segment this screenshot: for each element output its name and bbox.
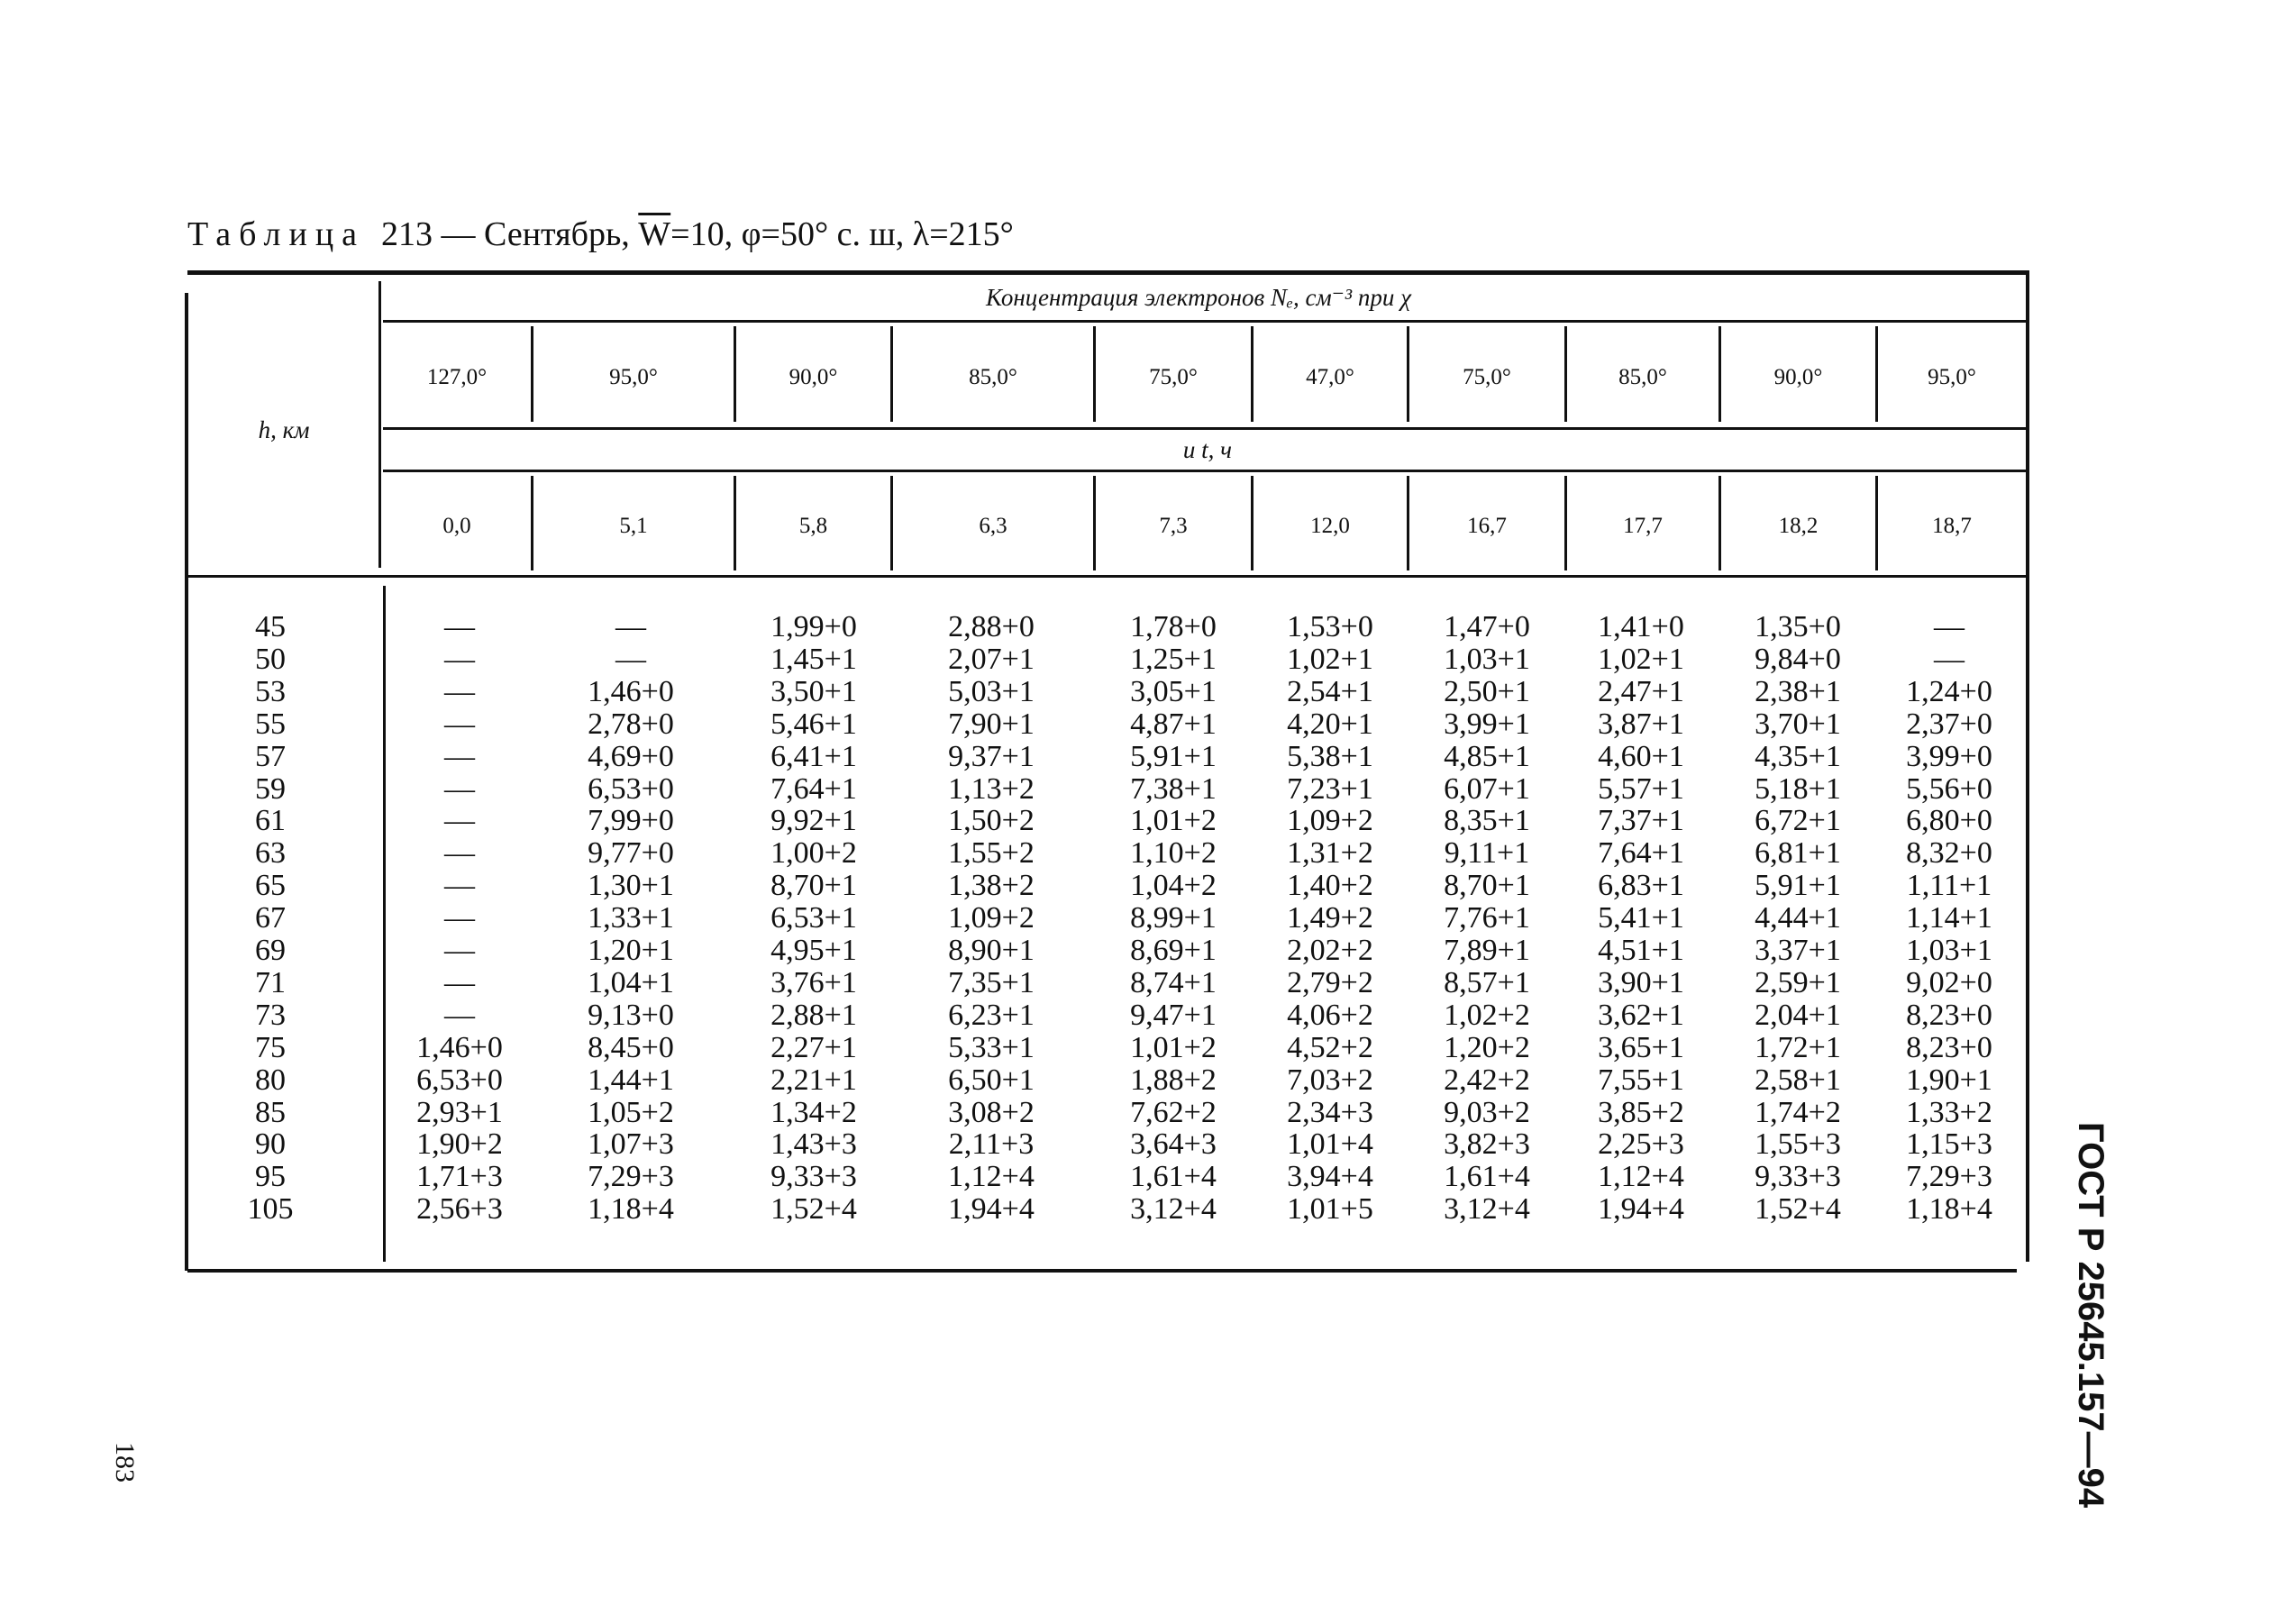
table-cell: 3,70+1 — [1755, 707, 1841, 741]
height-cell: 105 — [247, 1192, 294, 1227]
table-cell: 5,57+1 — [1598, 771, 1684, 806]
height-cell: 63 — [255, 836, 286, 871]
height-cell: 73 — [255, 998, 286, 1032]
table-cell: 2,25+3 — [1598, 1127, 1684, 1162]
table-cell: 4,06+2 — [1287, 998, 1373, 1032]
table-cell: — — [444, 707, 475, 741]
table-cell: 8,23+0 — [1906, 1030, 1992, 1064]
table-cell: 9,47+1 — [1130, 998, 1217, 1032]
table-cell: 2,07+1 — [948, 642, 1035, 676]
table-cell: 3,65+1 — [1598, 1030, 1684, 1064]
group-title-rule — [383, 320, 2028, 323]
table-cell: 9,11+1 — [1444, 836, 1530, 871]
table-cell: 1,90+2 — [416, 1127, 503, 1162]
table-cell: — — [615, 610, 646, 643]
table-cell: 6,81+1 — [1755, 836, 1841, 871]
table-cell: 9,77+0 — [588, 836, 674, 871]
time-header-cell: 5,1 — [619, 514, 648, 538]
table-cell: 1,10+2 — [1130, 836, 1217, 871]
caption-w-symbol: $\overline{W}$ — [638, 215, 671, 253]
table-cell: 1,35+0 — [1755, 610, 1841, 643]
height-cell: 53 — [255, 674, 286, 708]
table-cell: 1,55+2 — [948, 836, 1035, 871]
table-cell: 3,50+1 — [770, 674, 857, 708]
table-cell: 2,54+1 — [1287, 674, 1373, 708]
time-label: и t, ч — [1182, 436, 1233, 463]
table-cell: 7,89+1 — [1444, 934, 1530, 967]
table-cell: 1,90+1 — [1906, 1063, 1992, 1097]
table-cell: 8,57+1 — [1444, 965, 1530, 999]
table-cell: 4,85+1 — [1444, 739, 1530, 773]
table-cell: 8,99+1 — [1130, 901, 1217, 935]
time-header-cell: 18,2 — [1778, 514, 1819, 538]
time-header-cell: 5,8 — [798, 514, 828, 538]
table-cell: — — [444, 998, 475, 1032]
table-cell: 3,90+1 — [1598, 965, 1684, 999]
page-number: 183 — [110, 1442, 140, 1483]
table-cell: 2,42+2 — [1444, 1063, 1530, 1097]
table-cell: 6,50+1 — [948, 1063, 1035, 1097]
table-cell: 7,38+1 — [1130, 771, 1217, 806]
table-cell: 1,53+0 — [1287, 610, 1373, 643]
table-cell: 9,33+3 — [770, 1160, 857, 1194]
table-cell: 1,44+1 — [588, 1063, 674, 1097]
table-cell: 8,74+1 — [1130, 965, 1217, 999]
table-cell: — — [444, 836, 475, 871]
chi-header-cell: 75,0° — [1149, 365, 1198, 389]
table-cell: 1,01+2 — [1130, 1030, 1217, 1064]
table-cell: — — [444, 739, 475, 773]
table-cell: 7,03+2 — [1287, 1063, 1373, 1097]
table-cell: 1,34+2 — [770, 1095, 857, 1129]
table-cell: 1,99+0 — [770, 610, 857, 643]
table-cell: 1,01+2 — [1130, 804, 1217, 838]
table-cell: 1,61+4 — [1444, 1160, 1530, 1194]
table-cell: 1,55+3 — [1755, 1127, 1841, 1162]
table-cell: 1,03+1 — [1444, 642, 1530, 676]
table-cell: 9,92+1 — [770, 804, 857, 838]
table-cell: 4,87+1 — [1130, 707, 1217, 741]
table-cell: 1,02+1 — [1598, 642, 1684, 676]
time-header-cell: 0,0 — [442, 514, 471, 538]
chi-header-cell: 95,0° — [609, 365, 658, 389]
table-cell: 9,02+0 — [1906, 965, 1992, 999]
table-cell: 1,61+4 — [1130, 1160, 1217, 1194]
height-cell: 90 — [255, 1127, 286, 1162]
table-cell: 7,64+1 — [770, 771, 857, 806]
height-cell: 95 — [255, 1160, 286, 1194]
height-cell: 55 — [255, 707, 286, 741]
table-cell: 6,72+1 — [1755, 804, 1841, 838]
height-cell: 71 — [255, 965, 286, 999]
table-cell: 7,62+2 — [1130, 1095, 1217, 1129]
table-cell: — — [1934, 610, 1965, 643]
caption-text-a: 213 — Сентябрь, — [381, 215, 639, 253]
table-cell: 2,50+1 — [1444, 674, 1530, 708]
table-cell: — — [444, 674, 475, 708]
table-cell: 5,18+1 — [1755, 771, 1841, 806]
table-cell: 7,55+1 — [1598, 1063, 1684, 1097]
table-cell: 8,69+1 — [1130, 934, 1217, 967]
table-cell: 1,88+2 — [1130, 1063, 1217, 1097]
table-cell: 3,05+1 — [1130, 674, 1217, 708]
table-cell: 5,41+1 — [1598, 901, 1684, 935]
table-cell: — — [444, 901, 475, 935]
table-cell: 2,78+0 — [588, 707, 674, 741]
table-cell: 1,00+2 — [770, 836, 857, 871]
chi-header-cell: 47,0° — [1306, 365, 1354, 389]
table-cell: 1,33+2 — [1906, 1095, 1992, 1129]
table-cell: 7,29+3 — [588, 1160, 674, 1194]
time-header-cell: 7,3 — [1159, 514, 1188, 538]
table-cell: 1,52+4 — [770, 1192, 857, 1227]
table-cell: 3,08+2 — [948, 1095, 1035, 1129]
chi-header-cell: 127,0° — [426, 365, 488, 389]
table-cell: 2,93+1 — [416, 1095, 503, 1129]
table-cell: 6,23+1 — [948, 998, 1035, 1032]
table-cell: 3,37+1 — [1755, 934, 1841, 967]
table-cell: 3,76+1 — [770, 965, 857, 999]
table-cell: 7,64+1 — [1598, 836, 1684, 871]
height-cell: 85 — [255, 1095, 286, 1129]
table-cell: 5,46+1 — [770, 707, 857, 741]
table-right-rule — [2026, 270, 2029, 1262]
table-cell: 5,33+1 — [948, 1030, 1035, 1064]
table-cell: 6,07+1 — [1444, 771, 1530, 806]
table-cell: 8,35+1 — [1444, 804, 1530, 838]
table-cell: 1,09+2 — [1287, 804, 1373, 838]
table-cell: 2,11+3 — [948, 1127, 1035, 1162]
table-cell: — — [444, 934, 475, 967]
table-cell: 1,14+1 — [1906, 901, 1992, 935]
table-cell: 8,70+1 — [770, 869, 857, 903]
table-cell: 1,46+0 — [416, 1030, 503, 1064]
table-cell: 3,12+4 — [1444, 1192, 1530, 1227]
table-cell: 1,02+1 — [1287, 642, 1373, 676]
table-cell: 2,47+1 — [1598, 674, 1684, 708]
height-cell: 59 — [255, 771, 286, 806]
table-cell: 9,37+1 — [948, 739, 1035, 773]
table-cell: 1,74+2 — [1755, 1095, 1841, 1129]
table-cell: 1,72+1 — [1755, 1030, 1841, 1064]
table-cell: 1,25+1 — [1130, 642, 1217, 676]
table-cell: 4,35+1 — [1755, 739, 1841, 773]
header-bottom-rule — [187, 575, 2028, 578]
table-cell: 2,58+1 — [1755, 1063, 1841, 1097]
table-cell: 1,49+2 — [1287, 901, 1373, 935]
time-header-cell: 16,7 — [1467, 514, 1507, 538]
table-cell: 6,83+1 — [1598, 869, 1684, 903]
table-cell: 1,20+1 — [588, 934, 674, 967]
group-title: Концентрация электронов Nₑ, см⁻³ при χ — [986, 284, 1411, 311]
table-cell: 2,02+2 — [1287, 934, 1373, 967]
table-cell: 8,70+1 — [1444, 869, 1530, 903]
table-cell: 5,38+1 — [1287, 739, 1373, 773]
stub-divider-header — [378, 281, 381, 568]
time-label-rule — [383, 470, 2028, 472]
table-cell: 1,78+0 — [1130, 610, 1217, 643]
table-cell: 1,05+2 — [588, 1095, 674, 1129]
table-cell: 3,85+2 — [1598, 1095, 1684, 1129]
table-cell: 7,90+1 — [948, 707, 1035, 741]
table-cell: 1,01+5 — [1287, 1192, 1373, 1227]
table-cell: 1,45+1 — [770, 642, 857, 676]
table-cell: 1,41+0 — [1598, 610, 1684, 643]
table-cell: — — [444, 804, 475, 838]
table-cell: 3,82+3 — [1444, 1127, 1530, 1162]
table-cell: 3,64+3 — [1130, 1127, 1217, 1162]
chi-header-cell: 90,0° — [1773, 365, 1823, 389]
table-cell: — — [444, 771, 475, 806]
table-cell: 6,80+0 — [1906, 804, 1992, 838]
table-cell: 5,56+0 — [1906, 771, 1992, 806]
table-cell: 5,91+1 — [1130, 739, 1217, 773]
table-cell: — — [444, 610, 475, 643]
table-cell: 1,01+4 — [1287, 1127, 1373, 1162]
height-cell: 57 — [255, 739, 286, 773]
table-cell: 9,13+0 — [588, 998, 674, 1032]
table-cell: 2,88+0 — [948, 610, 1035, 643]
table-cell: — — [444, 869, 475, 903]
table-cell: 1,52+4 — [1755, 1192, 1841, 1227]
table-cell: 1,12+4 — [948, 1160, 1035, 1194]
table-cell: 1,33+1 — [588, 901, 674, 935]
caption-text-b: =10, φ=50° с. ш, λ=215° — [670, 215, 1014, 253]
table-cell: 1,04+1 — [588, 965, 674, 999]
table-cell: 2,04+1 — [1755, 998, 1841, 1032]
table-cell: — — [1934, 642, 1965, 676]
table-cell: 3,12+4 — [1130, 1192, 1217, 1227]
table-cell: 5,91+1 — [1755, 869, 1841, 903]
table-cell: 2,59+1 — [1755, 965, 1841, 999]
table-cell: 9,84+0 — [1755, 642, 1841, 676]
table-cell: 2,56+3 — [416, 1192, 503, 1227]
table-cell: 4,44+1 — [1755, 901, 1841, 935]
table-cell: 1,11+1 — [1906, 869, 1992, 903]
table-cell: — — [444, 965, 475, 999]
chi-header-cell: 95,0° — [1928, 365, 1976, 389]
table-cell: 1,30+1 — [588, 869, 674, 903]
table-cell: 1,18+4 — [588, 1192, 674, 1227]
height-cell: 75 — [255, 1030, 286, 1064]
table-cell: 1,09+2 — [948, 901, 1035, 935]
table-cell: 1,03+1 — [1906, 934, 1992, 967]
table-cell: 3,87+1 — [1598, 707, 1684, 741]
table-cell: 1,13+2 — [948, 771, 1035, 806]
table-cell: 2,79+2 — [1287, 965, 1373, 999]
table-cell: 8,45+0 — [588, 1030, 674, 1064]
table-cell: 1,71+3 — [416, 1160, 503, 1194]
chi-row-bottom-rule — [383, 427, 2028, 430]
table-cell: 1,12+4 — [1598, 1160, 1684, 1194]
table-cell: 3,99+0 — [1906, 739, 1992, 773]
table-cell: 7,23+1 — [1287, 771, 1373, 806]
table-cell: 4,60+1 — [1598, 739, 1684, 773]
table-cell: 4,69+0 — [588, 739, 674, 773]
table-cell: 7,29+3 — [1906, 1160, 1992, 1194]
height-cell: 65 — [255, 869, 286, 903]
table-cell: 1,94+4 — [948, 1192, 1035, 1227]
table-cell: 1,50+2 — [948, 804, 1035, 838]
height-cell: 69 — [255, 934, 286, 967]
table-cell: 1,38+2 — [948, 869, 1035, 903]
time-header-cell: 17,7 — [1623, 514, 1663, 538]
chi-header-cell: 75,0° — [1463, 365, 1511, 389]
table-cell: 1,31+2 — [1287, 836, 1373, 871]
table-cell: 8,90+1 — [948, 934, 1035, 967]
table-caption — [187, 214, 1014, 254]
table-cell: 2,88+1 — [770, 998, 857, 1032]
chi-header-cell: 85,0° — [969, 365, 1017, 389]
table-bottom-rule — [187, 1269, 2017, 1273]
table-cell: 7,37+1 — [1598, 804, 1684, 838]
table-cell: 4,20+1 — [1287, 707, 1373, 741]
height-cell: 45 — [255, 610, 286, 643]
table-cell: 6,53+1 — [770, 901, 857, 935]
table-cell: 8,32+0 — [1906, 836, 1992, 871]
table-cell: 6,41+1 — [770, 739, 857, 773]
table-cell: 1,04+2 — [1130, 869, 1217, 903]
table-cell: — — [615, 642, 646, 676]
standard-designation: ГОСТ Р 25645.157—94 — [2071, 1122, 2110, 1509]
table-cell: 1,20+2 — [1444, 1030, 1530, 1064]
time-header-cell: 12,0 — [1310, 514, 1350, 538]
table-cell: 7,76+1 — [1444, 901, 1530, 935]
height-cell: 50 — [255, 642, 286, 676]
chi-header-cell: 90,0° — [789, 365, 838, 389]
table-cell: 7,99+0 — [588, 804, 674, 838]
table-cell: 3,62+1 — [1598, 998, 1684, 1032]
table-cell: 2,27+1 — [770, 1030, 857, 1064]
height-cell: 61 — [255, 804, 286, 838]
table-cell: 6,53+0 — [588, 771, 674, 806]
height-cell: 80 — [255, 1063, 286, 1097]
table-cell: 1,94+4 — [1598, 1192, 1684, 1227]
table-cell: 1,07+3 — [588, 1127, 674, 1162]
row-label-header: h, км — [258, 416, 310, 443]
table-cell: 2,34+3 — [1287, 1095, 1373, 1129]
table-cell: 9,03+2 — [1444, 1095, 1530, 1129]
table-cell: 1,24+0 — [1906, 674, 1992, 708]
chi-header-cell: 85,0° — [1618, 365, 1667, 389]
table-cell: 5,03+1 — [948, 674, 1035, 708]
table-cell: 9,33+3 — [1755, 1160, 1841, 1194]
table-cell: 1,43+3 — [770, 1127, 857, 1162]
height-cell: 67 — [255, 901, 286, 935]
table-cell: 1,46+0 — [588, 674, 674, 708]
table-cell: 1,40+2 — [1287, 869, 1373, 903]
table-cell: — — [444, 642, 475, 676]
table-cell: 7,35+1 — [948, 965, 1035, 999]
table-cell: 1,15+3 — [1906, 1127, 1992, 1162]
time-header-cell: 6,3 — [979, 514, 1007, 538]
table-cell: 2,38+1 — [1755, 674, 1841, 708]
time-header-cell: 18,7 — [1932, 514, 1972, 538]
table-cell: 1,47+0 — [1444, 610, 1530, 643]
table-cell: 3,94+4 — [1287, 1160, 1373, 1194]
table-cell: 2,37+0 — [1906, 707, 1992, 741]
table-cell: 4,52+2 — [1287, 1030, 1373, 1064]
table-cell: 3,99+1 — [1444, 707, 1530, 741]
table-cell: 1,02+2 — [1444, 998, 1530, 1032]
table-cell: 4,51+1 — [1598, 934, 1684, 967]
caption-prefix: Таблица — [187, 215, 366, 253]
table-top-rule — [187, 270, 2028, 275]
table-cell: 1,18+4 — [1906, 1192, 1992, 1227]
table-cell: 6,53+0 — [416, 1063, 503, 1097]
table-left-rule — [185, 293, 188, 1271]
table-cell: 4,95+1 — [770, 934, 857, 967]
table-cell: 8,23+0 — [1906, 998, 1992, 1032]
table-cell: 2,21+1 — [770, 1063, 857, 1097]
